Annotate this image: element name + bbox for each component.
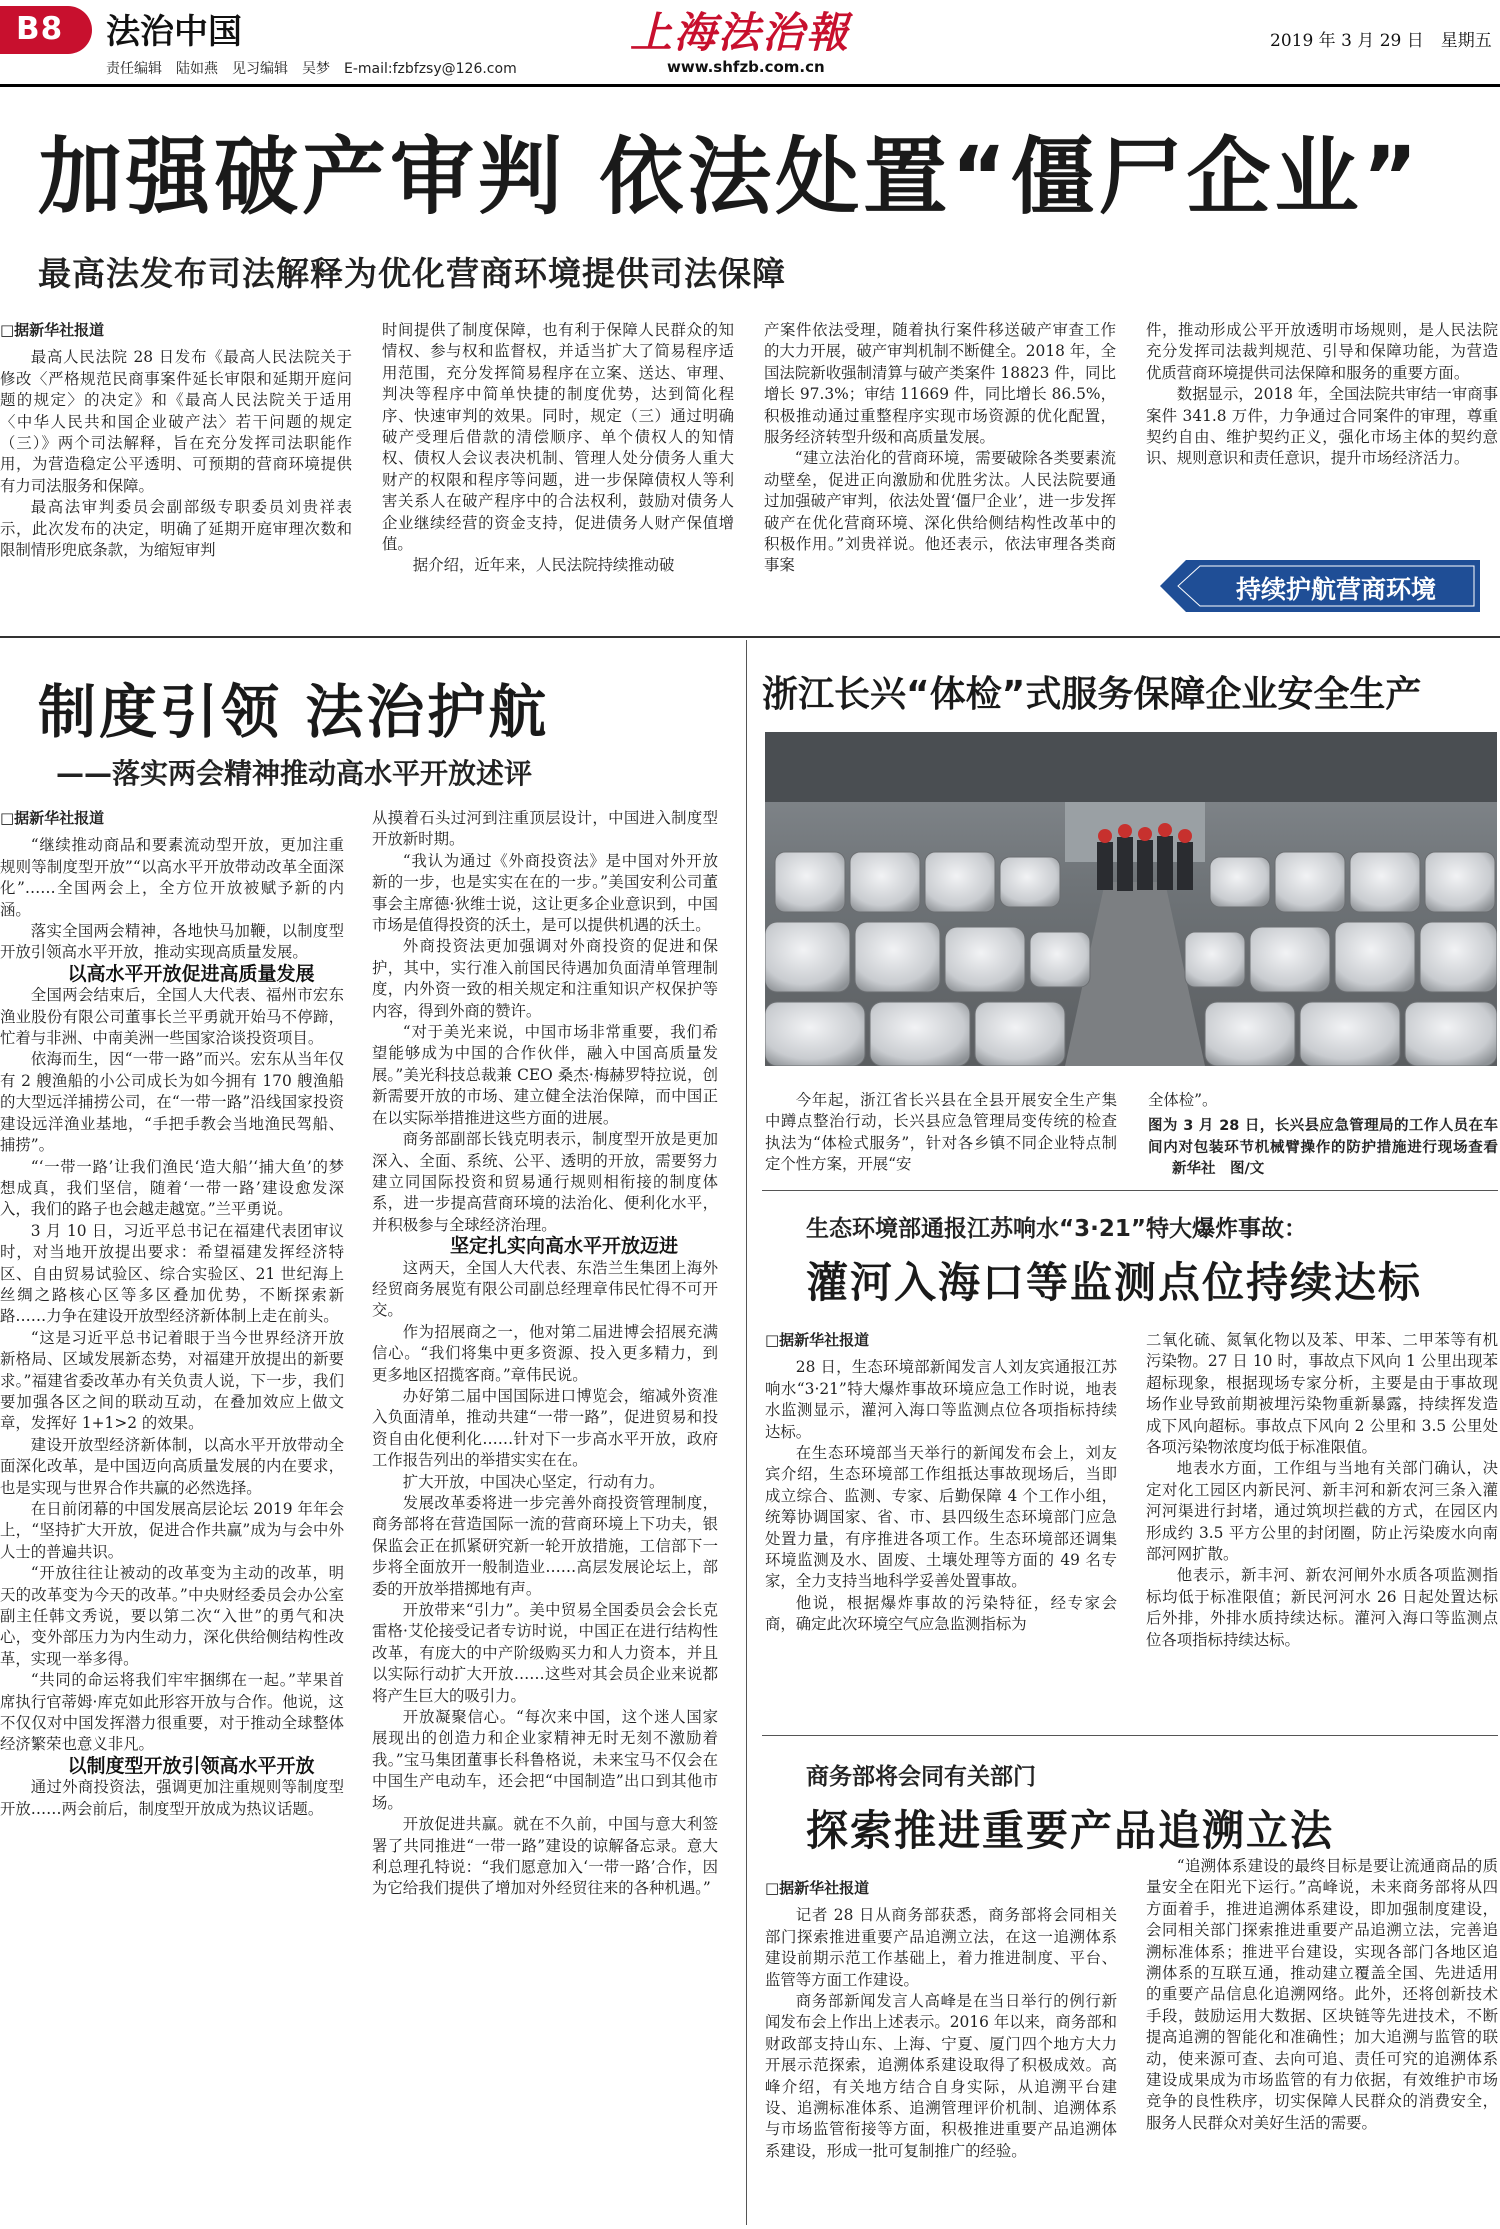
trace-headline: 探索推进重要产品追溯立法 [806,1806,1335,1855]
commentary-paragraph: “这是习近平总书记着眼于当今世界经济开放新格局、区域发展新态势，对福建开放提出的新要求。”福建省委改革办有关负责人说，下一步，我们要加强各区之间的联动互动，在叠加效应上做文章，发挥好 1+1>2 的效果。 [0,1328,344,1433]
water-col-1 [765,1330,1117,1728]
lead-paragraph: 时间提供了制度保障，也有利于保障人民群众的知情权、参与权和监督权，并适当扩大了简易程序适用范围，充分发挥简易程序在立案、送达、审理、判决等程序中简单快捷的制度优势，达到简化程序、快速审判的效果。同时，规定（三）通过明确破产受理后借款的清偿顺序、单个债权人的知情权、债权人会议表决机制、管理人处分债务人重大财产的权限和程序等问题，进一步保障债权人等利害关系人在破产程序中的合法权利，鼓励对债务人企业继续经营的资金支持，促进债务人财产保值增值。 [382,321,734,554]
trace-kicker: 商务部将会同有关部门 [806,1764,1036,1790]
masthead [0,0,1500,77]
commentary-paragraph: “开放往往让被动的改革变为主动的改革，明天的改革变为今天的改革。”中央财经委员会办公室副主任韩文秀说，要以第二次“入世”的勇气和决心，变外部压力为内生动力，深化供给侧结构性改革，实现一举多得。 [0,1564,344,1668]
section-divider [762,1735,1498,1736]
website: www.shfzb.com.cn [667,58,825,76]
trace-paragraph: “追溯体系建设的最终目标是要让流通商品的质量安全在阳光下运行。”高峰说，未来商务部将从四方面着手，推进追溯体系建设，即加强制度建设，会同相关部门探索推进重要产品追溯立法，完善追溯标准体系；推进平台建设，实现各部门各地区追溯体系的互联互通，推动建立覆盖全国、先进适用的重要产品信息化追溯网络。此外，还将创新技术手段，鼓励运用大数据、区块链等先进技术，不断提高追溯的智能化和准确性；加大追溯与监管的联动，使来源可查、去向可追、责任可究的追溯体系建设成果成为市场监管的有力依据，有效维护市场竞争的良性秩序，切实保障人民群众的消费安全，服务人民群众对美好生活的需要。 [1146,1857,1498,2132]
banner-ribbon [1160,560,1480,612]
trace-paragraph: 商务部新闻发言人高峰是在当日举行的例行新闻发布会上作出上述表示。2016 年以来，商务部和财政部支持山东、上海、宁夏、厦门四个地方大力开展示范探索，追溯体系建设取得了积极成效。高峰介绍，有关地方结合自身实际，从追溯平台建设、追溯标准体系、追溯管理评价机制、追溯体系与市场监管衔接等方面，积极推进重要产品追溯体系建设，形成一批可复制推广的经验。 [765,1992,1117,2160]
lead-col-1 [0,320,352,620]
section-divider [762,1190,1498,1191]
commentary-subheading: 坚定扎实向高水平开放迈进 [449,1235,678,1258]
water-paragraph: 在生态环境部当天举行的新闻发布会上，刘友宾介绍，生态环境部工作组抵达事故现场后，当即成立综合、监测、专家、后勤保障 4 个工作小组，统筹协调国家、省、市、县四级生态环境部门应急处置力量，有序推进各项工作。生态环境部还调集环境监测及水、固废、土壤处理等方面的 49 名专家，全力支持当地科学妥善处置事故。 [765,1444,1117,1591]
commentary-paragraph: 开放带来“引力”。美中贸易全国委员会会长克雷格·艾伦接受记者专访时说，中国正在进行结构性改革，有庞大的中产阶级购买力和人力资本，并且以实际行动扩大开放……这些对其会员企业来说都将产生巨大的吸引力。 [372,1601,718,1705]
commentary-paragraph: 3 月 10 日，习近平总书记在福建代表团审议时，对当地开放提出要求：希望福建发挥经济特区、自由贸易试验区、综合实验区、21 世纪海上丝绸之路核心区等多区叠加优势，不断探索新路……力争在建设开放型经济新体制上走在前头。 [0,1221,344,1326]
water-kicker: 生态环境部通报江苏响水“3·21”特大爆炸事故： [806,1216,1307,1242]
trace-col-1 [765,1878,1117,2226]
lead-col-2 [382,320,734,620]
factory-photo-image [765,732,1497,1066]
commentary-paragraph: 这两天，全国人大代表、东浩兰生集团上海外经贸商务展览有限公司副总经理章伟民忙得不可开交。 [372,1258,718,1320]
photo-caption-text: 图为 3 月 28 日，长兴县应急管理局的工作人员在车间内对包装环节机械臂操作的防护措施进行现场查看 [1148,1118,1498,1156]
banner-text: 持续护航营商环境 [1235,575,1436,604]
commentary-col-1-body [0,835,344,1820]
lead-paragraph: 数据显示，2018 年，全国法院共审结一审商事案件 341.8 万件，力争通过合同案件的审理，尊重契约自由、维护契约正义，强化市场主体的契约意识、规则意识和责任意识，提升市场经济活力。 [1146,385,1498,468]
water-source: □据新华社报道 [765,1331,870,1349]
commentary-paragraph: 外商投资法更加强调对外商投资的促进和保护，其中，实行准入前国民待遇加负面清单管理制度，内外资一致的相关规定和注重知识产权保护等内容，得到外商的赞许。 [372,937,718,1020]
water-paragraph: 28 日，生态环境部新闻发言人刘友宾通报江苏响水“3·21”特大爆炸事故环境应急工作时说，地表水监测显示，灌河入海口等监测点位各项指标持续达标。 [765,1358,1117,1441]
commentary-paragraph: 扩大开放，中国决心坚定，行动有力。 [402,1472,665,1491]
commentary-paragraph: 商务部副部长钱克明表示，制度型开放是更加深入、全面、系统、公平、透明的开放，需要努力建立同国际投资和贸易通行规则相衔接的制度体系，进一步提高营商环境的法治化、便利化水平，并积极参与全球经济治理。 [372,1130,718,1234]
lead-paragraph: 最高人民法院 28 日发布《最高人民法院关于修改〈严格规范民商事案件延长审限和延期开庭问题的规定〉的决定》和《最高人民法院关于适用〈中华人民共和国企业破产法〉若干问题的规定（三）》两个司法解释，旨在充分发挥司法职能作用，为营造稳定公平透明、可预期的营商环境提供有力司法服务和保障。 [0,348,352,495]
commentary-paragraph: 作为招展商之一，他对第二届进博会招展充满信心。“我们将集中更多资源、投入更多精力，到更多地区招揽客商。”章伟民说。 [372,1322,718,1384]
commentary-paragraph: 在日前闭幕的中国发展高层论坛 2019 年年会上，“坚持扩大开放，促进合作共赢”成为与会中外人士的普遍共识。 [0,1500,344,1561]
photo-story-body [765,1090,1117,1182]
commentary-paragraph: “继续推动商品和要素流动型开放，更加注重规则等制度型开放”“以高水平开放带动改革全面深化”……全国两会上，全方位开放被赋予新的内涵。 [0,836,344,919]
commentary-headline: 制度引领 法治护航 [38,678,550,746]
commentary-source: □据新华社报道 [0,809,105,827]
page-number: B8 [16,11,64,47]
lead-headline: 加强破产审判 依法处置“僵尸企业” [38,128,1422,226]
lead-paragraph: 最高法审判委员会副部级专职委员刘贵祥表示，此次发布的决定，明确了延期开庭审理次数和限制情形兜底条款，为缩短审判 [0,498,352,560]
water-paragraph: 二氧化硫、氮氧化物以及苯、甲苯、二甲苯等有机污染物。27 日 10 时，事故点下风向 1 公里出现苯超标现象，根据现场专家分析，主要是由于事故现场作业导致前期被埋污染物重新暴露，持续挥发造成下风向超标。事故点下风向 2 公里和 3.5 公里处各项污染物浓度均低于标准限值。 [1146,1331,1498,1457]
photo-credit: 新华社 图/文 [1172,1161,1265,1177]
issue-date: 2019 年 3 月 29 日 星期五 [1270,31,1492,51]
commentary-paragraph: “我认为通过《外商投资法》是中国对外开放新的一步，也是实实在在的一步。”美国安利公司董事会主席德·狄维士说，这让更多企业意识到，中国市场是值得投资的沃土，是可以提供机遇的沃土。 [372,851,718,935]
commentary-subheading: 以制度型开放引领高水平开放 [67,1754,315,1777]
factory-photo [765,732,1497,1066]
paper-name: 上海法治報 [630,8,851,57]
section-divider [0,636,1500,638]
commentary-paragraph: “对于美光来说，中国市场非常重要，我们希望能够成为中国的合作伙伴，融入中国高质量发展。”美光科技总裁兼 CEO 桑杰·梅赫罗特拉说，创新需要开放的市场、建立健全法治保障，而中国正在以实际举措推进这些方面的进展。 [372,1023,718,1127]
photo-story-body-2 [1148,1090,1498,1114]
lead-subheadline: 最高法发布司法解释为优化营商环境提供司法保障 [38,254,786,293]
commentary-subheading: 以高水平开放促进高质量发展 [67,962,315,985]
trace-source: □据新华社报道 [765,1879,870,1897]
photo-caption [1148,1116,1498,1181]
commentary-paragraph: 通过外商投资法，强调更加注重规则等制度型开放……两会前后，制度型开放成为热议话题。 [0,1778,344,1818]
commentary-paragraph: “共同的命运将我们牢牢捆绑在一起。”苹果首席执行官蒂姆·库克如此形容开放与合作。他说，这不仅仅对中国发挥潜力很重要，对于推动全球整体经济繁荣也意义非凡。 [0,1671,344,1754]
editors-line: 责任编辑 陆如燕 见习编辑 吴梦 E-mail:fzbfzsy@126.com [106,61,517,77]
commentary-paragraph: “‘一带一路’让我们渔民‘造大船’‘捕大鱼’的梦想成真，我们坚信，随着‘一带一路’建设愈发深入，我们的路子也会越走越宽。”兰平勇说。 [0,1157,344,1219]
lead-paragraph: 件，推动形成公平开放透明市场规则，是人民法院充分发挥司法裁判规范、引导和保障功能，为营造优质营商环境提供司法保障和服务的重要方面。 [1146,321,1498,382]
lead-paragraph: “建立法治化的营商环境，需要破除各类要素流动壁垒，促进正向激励和优胜劣汰。人民法院要通过加强破产审判，依法处置‘僵尸企业’，进一步发挥破产在优化营商环境、深化供给侧结构性改革中的积极作用。”刘贵祥说。他还表示，依法审理各类商事案 [764,449,1116,575]
commentary-paragraph: 依海而生，因“一带一路”而兴。宏东从当年仅有 2 艘渔船的小公司成长为如今拥有 170 艘渔船的大型远洋捕捞公司，在“一带一路”沿线国家投资建设远洋渔业基地，“手把手教会当地渔民驾船、捕捞”。 [0,1050,344,1155]
commentary-paragraph: 开放促进共赢。就在不久前，中国与意大利签署了共同推进“一带一路”建设的谅解备忘录。意大利总理孔特说：“我们愿意加入‘一带一路’合作，因为它给我们提供了增加对外经贸往来的各种机遇。” [372,1815,718,1898]
commentary-col-1 [0,808,344,2226]
commentary-paragraph: 建设开放型经济新体制，以高水平开放带动全面深化改革，是中国迈向高质量发展的内在要求，也是实现与世界合作共赢的必然选择。 [0,1435,344,1497]
water-paragraph: 他表示，新丰河、新农河闸外水质各项监测指标均低于标准限值；新民河河水 26 日起处置达标后外排，外排水质持续达标。灌河入海口等监测点位各项指标持续达标。 [1146,1566,1498,1649]
water-paragraph: 他说，根据爆炸事故的污染特征，经专家会商，确定此次环境空气应急监测指标为 [765,1593,1117,1634]
photo-story-paragraph: 今年起，浙江省长兴县在全县开展安全生产集中蹲点整治行动，长兴县应急管理局变传统的检查执法为“体检式服务”，针对各乡镇不同企业特点制定个性方案，开展“安 [765,1091,1117,1174]
workers [1097,823,1193,891]
lead-source: □据新华社报道 [0,321,105,339]
vertical-divider [746,640,747,2225]
commentary-paragraph: 开放凝聚信心。“每次来中国，这个迷人国家展现出的创造力和企业家精神无时无刻不激励着我。”宝马集团董事长科鲁格说，未来宝马不仅会在中国生产电动车，还会把“中国制造”出口到其他市场。 [372,1708,718,1812]
lead-paragraph: 据介绍，近年来，人民法院持续推动破 [412,556,675,575]
commentary-col-2-body [372,808,718,1900]
masthead-rule [0,84,1500,87]
lead-paragraph: 产案件依法受理，随着执行案件移送破产审查工作的大力开展，破产审判机制不断健全。2018 年，全国法院新收强制清算与破产类案件 18823 件，同比增长 97.3%；审结 11669 件，同比增长 86.5%，积极推动通过重整程序实现市场资源的优化配置，服务经济转型升级和高质量发展。 [764,321,1116,447]
section-title: 法治中国 [106,12,242,52]
photo-story-headline: 浙江长兴“体检”式服务保障企业安全生产 [762,674,1422,715]
commentary-paragraph: 落实全国两会精神，各地快马加鞭，以制度型开放引领高水平开放，推动实现高质量发展。 [0,922,344,962]
commentary-paragraph: 办好第二届中国国际进口博览会，缩减外资准入负面清单，推动共建“一带一路”，促进贸易和投资自由化便利化……针对下一步高水平开放，政府工作报告列出的举措实实在在。 [372,1386,718,1470]
commentary-paragraph: 从摸着石头过河到注重顶层设计，中国进入制度型开放新时期。 [372,809,718,849]
water-paragraph: 地表水方面，工作组与当地有关部门确认，决定对化工园区内新民河、新丰河和新农河三条入灌河河渠进行封堵，通过筑坝拦截的方式，在园区内形成约 3.5 平方公里的封闭圈，防止污染废水向南部河网扩散。 [1146,1459,1498,1564]
lead-col-4 [1146,320,1498,550]
commentary-paragraph: 发展改革委将进一步完善外商投资管理制度，商务部将在营造国际一流的营商环境上下功夫，银保监会正在抓紧研究新一轮开放措施，工信部下一步将全面放开一般制造业……高层发展论坛上，部委的开放举措掷地有声。 [372,1494,718,1598]
photo-story-paragraph: 全体检”。 [1148,1091,1218,1109]
commentary-col-2 [372,808,718,2226]
water-col-2 [1146,1330,1498,1728]
commentary-paragraph: 全国两会结束后，全国人大代表、福州市宏东渔业股份有限公司董事长兰平勇就开始马不停蹄，忙着与非洲、中南美洲一些国家洽谈投资项目。 [0,986,344,1048]
trace-paragraph: 记者 28 日从商务部获悉，商务部将会同相关部门探索推进重要产品追溯立法，在这一追溯体系建设前期示范工作基础上，着力推进制度、平台、监管等方面工作建设。 [765,1906,1117,1989]
water-headline: 灌河入海口等监测点位持续达标 [806,1258,1423,1307]
lead-col-3 [764,320,1116,620]
trace-col-2 [1146,1856,1498,2226]
commentary-subheadline: ——落实两会精神推动高水平开放述评 [56,757,533,790]
